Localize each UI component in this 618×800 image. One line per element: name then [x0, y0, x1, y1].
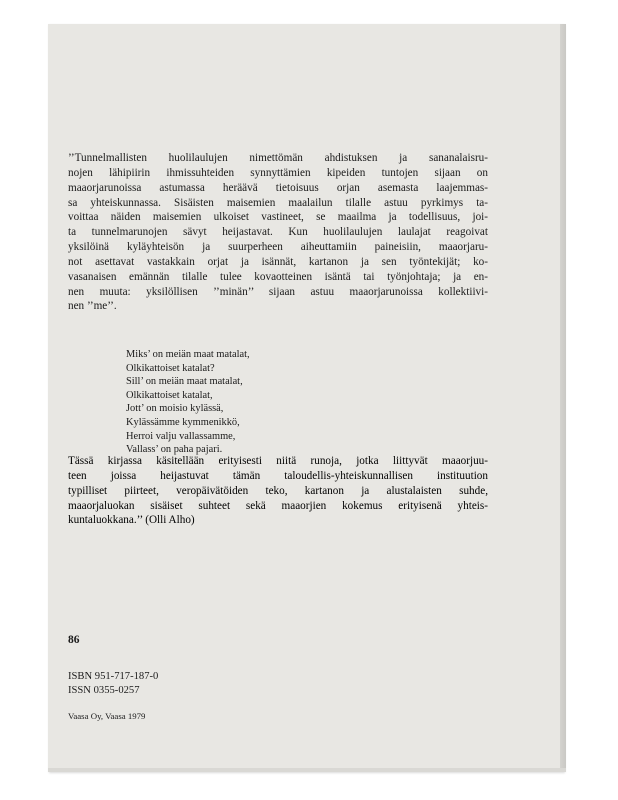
text-line: nojen lähipiirin ihmissuhteiden synnyttämien kipeiden tuntojen sijaan on [68, 166, 488, 179]
text-line: yksilöinä kyläyhteisön ja suurperheen aiheuttamiin paineisiin, maaorjaru- [68, 241, 488, 254]
page-edge-bottom [48, 768, 566, 772]
text-line: kuntaluokkana.’’ (Olli Alho) [68, 514, 195, 527]
text-line: not asettavat vastakkain orjat ja isännät, kartanon ja sen työntekijät; ko- [68, 255, 488, 268]
isbn-block [68, 670, 158, 698]
text-line: ta tunnelmarunojen sävyt heijastavat. Kun huolilaulujen laulajat reagoivat [68, 226, 488, 239]
isbn-line: ISBN 951-717-187-0 [68, 671, 159, 682]
text-line: Tässä kirjassa käsitellään erityisesti niitä runoja, jotka liittyvät maaorjuu- [68, 455, 488, 467]
poem-line: Herroi valju vallassamme, [126, 430, 236, 442]
printer-imprint: Vaasa Oy, Vaasa 1979 [68, 711, 146, 721]
text-line: vasanaisen emännän tilalle tulee kovaotteinen isäntä tai työnjohtaja; ja en- [68, 270, 488, 283]
text-line: nen ’’me’’. [68, 300, 117, 313]
poem-line: Kylässämme kymmenikkö, [126, 416, 240, 428]
intro-paragraph [68, 151, 488, 314]
page-edge [560, 24, 566, 772]
poem-line: Vallass’ on paha pajari. [126, 444, 223, 456]
series-number: 86 [68, 634, 80, 646]
issn-line: ISSN 0355-0257 [68, 685, 140, 696]
poem-line: Miks’ on meiän maat matalat, [126, 349, 250, 360]
text-line: nen muuta: yksilöllisen ’’minän’’ sijaan astuu maaorjarunoissa kollektiivi- [68, 285, 488, 298]
text-line: ’’Tunnelmallisten huolilaulujen nimettömän ahdistuksen ja sananalaisru- [68, 152, 488, 164]
poem-excerpt [126, 348, 250, 457]
poem-line: Jott’ on moisio kylässä, [126, 403, 224, 415]
poem-line: Olkikattoiset katalat? [126, 362, 215, 374]
description-paragraph [68, 454, 488, 528]
text-line: voittaa näiden maisemien ulkoiset vastineet, se maailma ja todellisuus, joi- [68, 211, 488, 224]
text-line: maaorjarunoissa astumassa heräävä tietoisuus orjan asemasta laajemmas- [68, 181, 488, 194]
poem-line: Olkikattoiset katalat, [126, 389, 213, 401]
text-line: maaorjaluokan sisäiset suhteet sekä maaorjien kokemus erityisenä yhteis- [68, 499, 488, 512]
poem-line: Sill’ on meiän maat matalat, [126, 376, 243, 388]
text-line: sa yhteiskunnassa. Sisäisten maisemien maalailun tilalle astuu pyrkimys ta- [68, 196, 488, 209]
text-line: teen joissa heijastuvat tämän taloudellis-yhteiskunnallisen instituution [68, 469, 488, 482]
text-line: typilliset piirteet, veropäivätöiden teko, kartanon ja alustalaisten suhde, [68, 484, 488, 497]
